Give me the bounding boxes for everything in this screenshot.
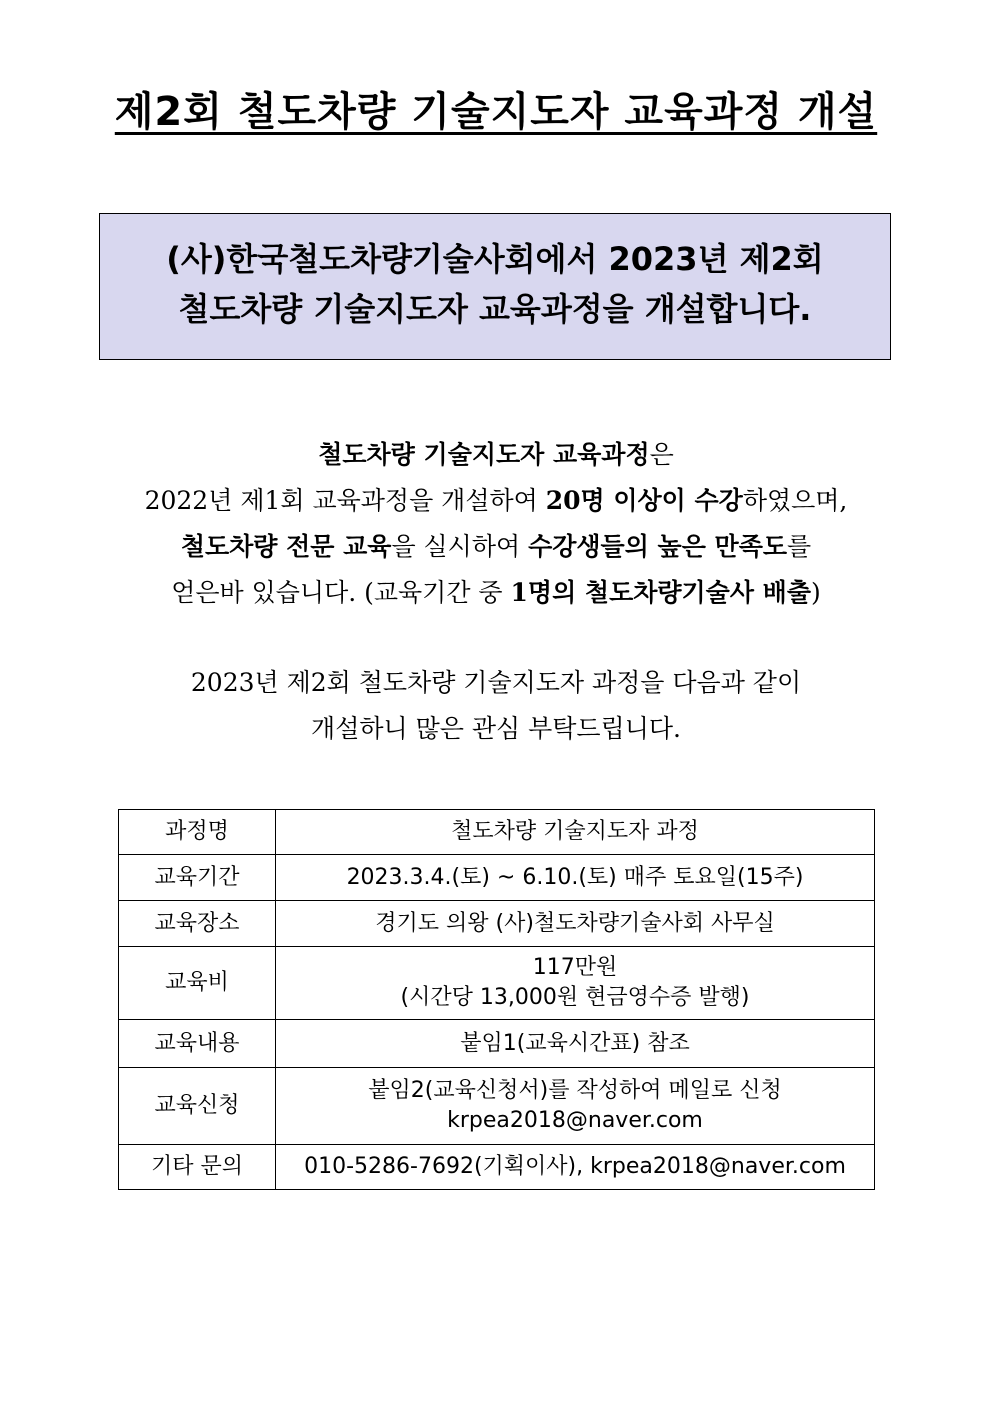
intro-text: ) <box>811 578 821 607</box>
banner-line-2: 철도차량 기술지도자 교육과정을 개설합니다. <box>178 290 812 328</box>
row-label: 교육신청 <box>119 1068 276 1145</box>
intro-text: 2022년 제1회 교육과정을 개설하여 <box>144 486 546 515</box>
row-value-line-1: 117만원 <box>532 955 618 980</box>
row-value-line-1: 붙임2(교육신청서)를 작성하여 메일로 신청 <box>368 1078 782 1103</box>
row-label: 교육장소 <box>119 901 276 947</box>
intro-text: 을 실시하여 <box>391 532 529 561</box>
row-label: 교육기간 <box>119 855 276 901</box>
row-label: 교육내용 <box>119 1020 276 1068</box>
intro-line-3 <box>0 524 992 570</box>
intro-emphasis: 수강생들의 높은 만족도 <box>528 532 788 561</box>
intro-text: 얻은바 있습니다. (교육기간 중 <box>171 578 511 607</box>
row-value <box>276 1068 875 1145</box>
table-row <box>119 810 875 855</box>
intro-text: 를 <box>787 532 812 561</box>
page-title-text: 제2회 철도차량 기술지도자 교육과정 개설 <box>114 89 878 135</box>
intro-emphasis: 철도차량 기술지도자 교육과정 <box>318 440 650 469</box>
table-row <box>119 901 875 947</box>
intro-emphasis: 20명 이상이 수강 <box>545 486 743 515</box>
closing-line-1: 2023년 제2회 철도차량 기술지도자 과정을 다음과 같이 <box>190 668 802 697</box>
intro-emphasis: 철도차량 전문 교육 <box>180 532 392 561</box>
table-row <box>119 947 875 1020</box>
row-label: 기타 문의 <box>119 1145 276 1190</box>
row-value <box>276 947 875 1020</box>
row-label: 교육비 <box>119 947 276 1020</box>
row-value-line-2: (시간당 13,000원 현금영수증 발행) <box>400 985 750 1010</box>
page-title <box>0 82 992 142</box>
row-label: 과정명 <box>119 810 276 855</box>
table-row <box>119 1068 875 1145</box>
table-row <box>119 1145 875 1190</box>
row-value: 붙임1(교육시간표) 참조 <box>276 1020 875 1068</box>
intro-line-1 <box>0 432 992 478</box>
intro-emphasis: 1명의 철도차량기술사 배출 <box>510 578 811 607</box>
table-row <box>119 1020 875 1068</box>
banner-line-1: (사)한국철도차량기술사회에서 2023년 제2회 <box>166 240 824 278</box>
intro-line-4 <box>0 570 992 616</box>
row-value: 철도차량 기술지도자 과정 <box>276 810 875 855</box>
closing-line-2: 개설하니 많은 관심 부탁드립니다. <box>311 714 681 743</box>
row-value: 010-5286-7692(기획이사), krpea2018@naver.com <box>276 1145 875 1190</box>
intro-text: 은 <box>649 440 674 469</box>
closing-paragraph <box>0 660 992 752</box>
intro-paragraph <box>0 432 992 616</box>
email-link[interactable]: krpea2018@naver.com <box>447 1108 703 1133</box>
row-value: 2023.3.4.(토) ~ 6.10.(토) 매주 토요일(15주) <box>276 855 875 901</box>
intro-text: 하였으며, <box>742 486 848 515</box>
announcement-banner <box>99 213 891 360</box>
table-row <box>119 855 875 901</box>
course-info-table <box>118 809 875 1190</box>
row-value: 경기도 의왕 (사)철도차량기술사회 사무실 <box>276 901 875 947</box>
intro-line-2 <box>0 478 992 524</box>
